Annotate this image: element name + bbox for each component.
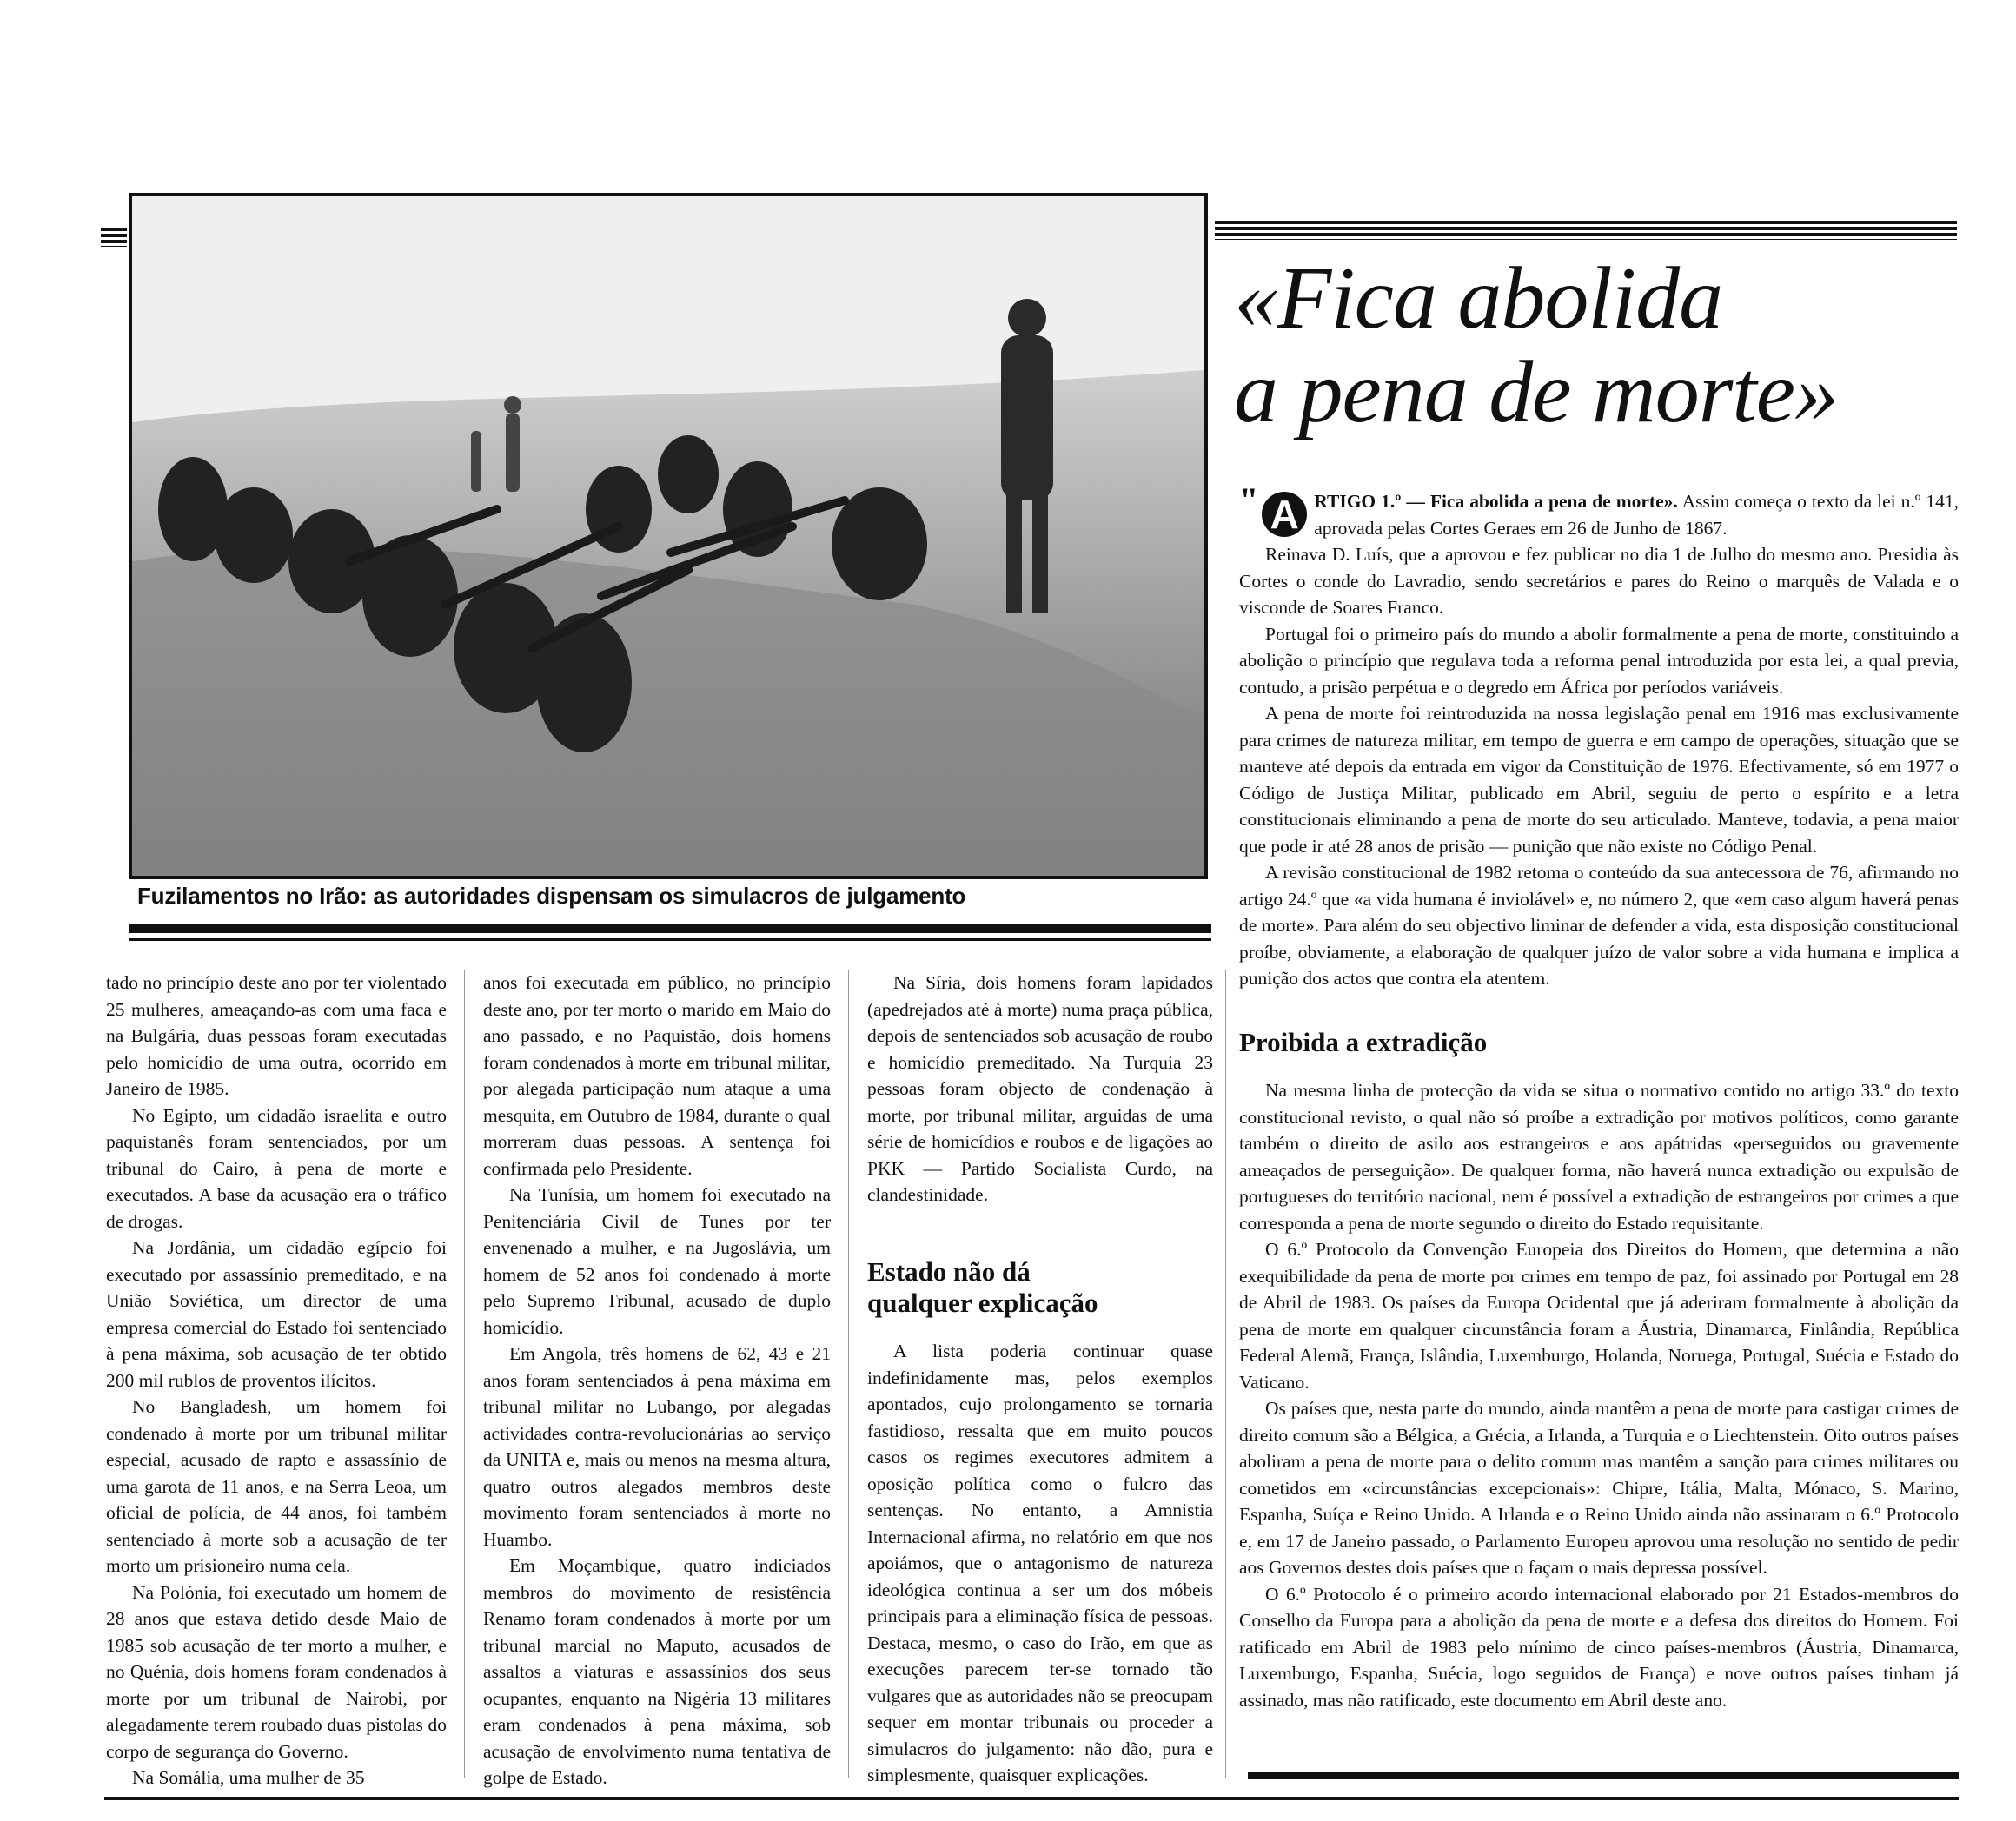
headline	[1234, 249, 1981, 441]
col4-paragraph: Reinava D. Luís, que a aprovou e fez publicar no dia 1 de Julho do mesmo ano. Presidia às Cortes o conde do Lavradio, sendo secretários e pares do Reino o marquês de Valada e o visconde de Soares Franco.	[1239, 544, 1959, 618]
col-divider-2	[848, 970, 849, 1778]
lead-paragraph	[1239, 480, 1959, 541]
col2-paragraph: anos foi executada em público, no princípio deste ano, por ter morto o marido em Maio do ano passado, e no Paquistão, dois homens foram condenados à morte em tribunal militar, por alegada participação num ataque a uma mesquita, em Outubro de 1984, durante o qual morreram duas pessoas. A sentença foi confirmada pelo Presidente.	[483, 972, 831, 1179]
col1-paragraph: No Egipto, um cidadão israelita e outro paquistanês foram sentenciados, por um tribunal do Cairo, à pena de morte e executados. A base da acusação era o tráfico de drogas.	[106, 1104, 447, 1232]
article-column-3-lower	[867, 1338, 1213, 1789]
subhead-3-line-1: Estado não dá	[867, 1256, 1031, 1287]
article-column-3	[867, 970, 1213, 1208]
lead-bold-text: RTIGO 1.º — Fica abolida a pena de morte».	[1314, 491, 1678, 512]
lead-text: Assim começa o texto da lei n.º 141, aprovada pelas Cortes Geraes em 26 de Junho de 1867.	[1314, 491, 1959, 539]
col-divider-1	[464, 970, 465, 1778]
col4-paragraph: Na mesma linha de protecção da vida se situa o normativo contido no artigo 33.º do texto constitucional revisto, o qual não só proíbe a extradição por motivos políticos, como garante também o direito de asilo aos estrangeiros e aos apátridas «perseguidos ou gravemente ameaçados de perseguição». De qualquer forma, não haverá nunca extradição ou expulsão de portugueses do território nacional, nem é possível a extradição de estrangeiros por crimes a que corresponda a pena de morte segundo o direito do Estado requisitante.	[1239, 1080, 1959, 1234]
col2-paragraph: Em Moçambique, quatro indiciados membros do movimento de resistência Renamo foram condenados à morte por um tribunal marcial no Maputo, acusados de assaltos a viaturas e assassínios dos seus ocupantes, enquanto na Nigéria 13 militares eram condenados à pena máxima, sob acusação de envolvimento numa tentativa de golpe de Estado.	[483, 1555, 831, 1788]
bottom-right-rule	[1248, 1772, 1959, 1779]
col1-paragraph: No Bangladesh, um homem foi condenado à morte por um tribunal militar especial, acusado de rapto e assassínio de uma garota de 11 anos, e na Serra Leoa, um oficial de polícia, de 44 anos, foi também sentenciado à morte sob a acusação de ter morto um prisioneiro numa cela.	[106, 1396, 447, 1576]
bottom-rule	[104, 1797, 1959, 1800]
execution-photo	[129, 193, 1208, 879]
headline-line-1: «Fica abolida	[1234, 249, 1723, 348]
article-column-2	[483, 970, 831, 1791]
col3-paragraph: A lista poderia continuar quase indefinidamente mas, pelos exemplos apontados, cujo prolongamento se tornaria fastidioso, ressalta que em muito poucos casos os regimes executores admitem a oposição política como o fulcro das sentenças. No entanto, a Amnistia Internacional afirma, no relatório em que nos apoiámos, que o antagonismo de natureza ideológica continua a ser um dos móbeis principais para a eliminação física de pessoas. Destaca, mesmo, o caso do Irão, em que as execuções parecem ter-se tornado tão vulgares que as autoridades não se preocupam sequer em montar tribunais ou proceder a simulacros do julgamento: não dão, pura e simplesmente, quaisquer explicações.	[867, 1341, 1213, 1785]
col4-paragraph: Os países que, nesta parte do mundo, ainda mantêm a pena de morte para castigar crimes de direito comum são a Bélgica, a Grécia, a Irlanda, a Turquia e o Liechtenstein. Oito outros países aboliram a pena de morte para o delito comum mas mantêm a sanção para crimes militares ou cometidos em «circunstâncias excepcionais»: Chipre, Itália, Malta, Mónaco, S. Marino, Espanha, Suíça e Reino Unido. A Irlanda e o Reino Unido ainda não assinaram o 6.º Protocolo e, em 17 de Janeiro passado, o Parlamento Europeu aprovou uma resolução no sentido de pedir aos Governos destes dois países que o façam o mais depressa possível.	[1239, 1398, 1959, 1578]
col4-paragraph: O 6.º Protocolo é o primeiro acordo internacional elaborado por 21 Estados-membros do Conselho da Europa para a abolição da pena de morte e a defesa dos direitos do Homem. Foi ratificado em Abril de 1983 pelo mínimo de cinco países-membros (Áustria, Dinamarca, Luxemburgo, Espanha, Suécia, logo seguidos de França) e nove outros países tinham já assinado, mas não ratificado, este documento em Abril deste ano.	[1239, 1583, 1959, 1711]
article-column-4	[1239, 480, 1959, 992]
col1-paragraph: Na Somália, uma mulher de 35	[132, 1767, 365, 1788]
photo-caption: Fuzilamentos no Irão: as autoridades dispensam os simulacros de julgamento	[137, 883, 966, 909]
col1-paragraph: tado no princípio deste ano por ter violentado 25 mulheres, ameaçando-as com uma faca e na Bulgária, duas pessoas foram executadas pelo homicídio de uma outra, ocorrido em Janeiro de 1985.	[106, 972, 447, 1099]
col-divider-3	[1225, 970, 1226, 1778]
col2-paragraph: Na Tunísia, um homem foi executado na Penitenciária Civil de Tunes por ter envenenado a mulher, e na Jugoslávia, um homem de 52 anos foi condenado à morte pelo Supremo Tribunal, acusado de duplo homicídio.	[483, 1184, 831, 1338]
col1-paragraph: Na Jordânia, um cidadão egípcio foi executado por assassínio premeditado, e na União Soviética, um director de uma empresa comercial do Estado foi sentenciado à pena máxima, sob acusação de ter obtido 200 mil rublos de proventos ilícitos.	[106, 1237, 447, 1391]
top-right-rule	[1215, 221, 1957, 240]
top-left-rule	[101, 228, 127, 247]
mid-rule	[129, 924, 1211, 933]
subhead-proibida-extradicao: Proibida a extradição	[1239, 1027, 1488, 1057]
subhead-estado-nao-da	[867, 1256, 1213, 1319]
photo-illustration	[132, 196, 1204, 876]
col3-paragraph: Na Síria, dois homens foram lapidados (apedrejados até à morte) numa praça pública, depois de sentenciados sob acusação de roubo e homicídio premeditado. Na Turquia 23 pessoas foram objecto de condenação à morte, por tribunal militar, arguidas de uma série de homicídios e roubos e de ligações ao PKK — Partido Socialista Curdo, na clandestinidade.	[867, 972, 1213, 1205]
mid-rule-thin	[129, 938, 1211, 941]
col4-paragraph: A revisão constitucional de 1982 retoma o conteúdo da sua antecessora de 76, afirmando no artigo 24.º que «a vida humana é inviolável» e, no número 2, que «em caso algum haverá penas de morte». Para além do seu objectivo liminar de defender a vida, esta disposição constitucional proíbe, obviamente, a elaboração de qualquer juízo de valor sobre a vida humana e implica a punição dos actos que contra ela atentem.	[1239, 862, 1959, 989]
col4-paragraph: A pena de morte foi reintroduzida na nossa legislação penal em 1916 mas exclusivamente para crimes de natureza militar, em tempo de guerra e em campo de operações, situação que se manteve até depois da entrada em vigor da Constituição de 1976. Efectivamente, só em 1977 o Código de Justiça Militar, publicado em Abril, seguiu de perto o espírito e a letra constitucionais eliminando a pena de morte do seu articulado. Manteve, todavia, a pena maior que pode ir até 28 anos de prisão — punição que não existe no Código Penal.	[1239, 703, 1959, 857]
col1-paragraph: Na Polónia, foi executado um homem de 28 anos que estava detido desde Maio de 1985 sob acusação de ter morto a mulher, e no Quénia, dois homens foram condenados à morte por um tribunal de Nairobi, por alegadamente terem roubado duas pistolas do corpo de segurança do Governo.	[106, 1581, 447, 1762]
article-column-1	[106, 970, 447, 1791]
col2-paragraph: Em Angola, três homens de 62, 43 e 21 anos foram sentenciados à pena máxima em tribunal militar no Lubango, por alegadas actividades contra-revolucionárias ao serviço da UNITA e, mais ou menos na mesma altura, quatro outros alegados membros deste movimento foram sentenciados à morte no Huambo.	[483, 1343, 831, 1550]
opening-quote-mark: "	[1239, 480, 1259, 520]
article-column-4-lower	[1239, 1077, 1959, 1713]
subhead-3-line-2: qualquer explicação	[867, 1288, 1098, 1318]
col4-paragraph: Portugal foi o primeiro país do mundo a abolir formalmente a pena de morte, constituindo a abolição o princípio que regulava toda a reforma penal introduzida por esta lei, a qual previa, contudo, a prisão perpétua e o degredo em África por períodos variáveis.	[1239, 623, 1959, 698]
drop-cap: A	[1262, 492, 1307, 537]
col4-paragraph: O 6.º Protocolo da Convenção Europeia dos Direitos do Homem, que determina a não exequibilidade da pena de morte por crimes em tempo de paz, foi assinado por Portugal em 28 de Abril de 1983. Os países da Europa Ocidental que já aderiram formalmente à abolição da pena de morte em qualquer circunstância foram a Áustria, Dinamarca, Finlândia, República Federal Alemã, França, Islândia, Luxemburgo, Holanda, Noruega, Portugal, Suécia e Estado do Vaticano.	[1239, 1239, 1959, 1393]
headline-line-2: a pena de morte»	[1234, 343, 1839, 441]
